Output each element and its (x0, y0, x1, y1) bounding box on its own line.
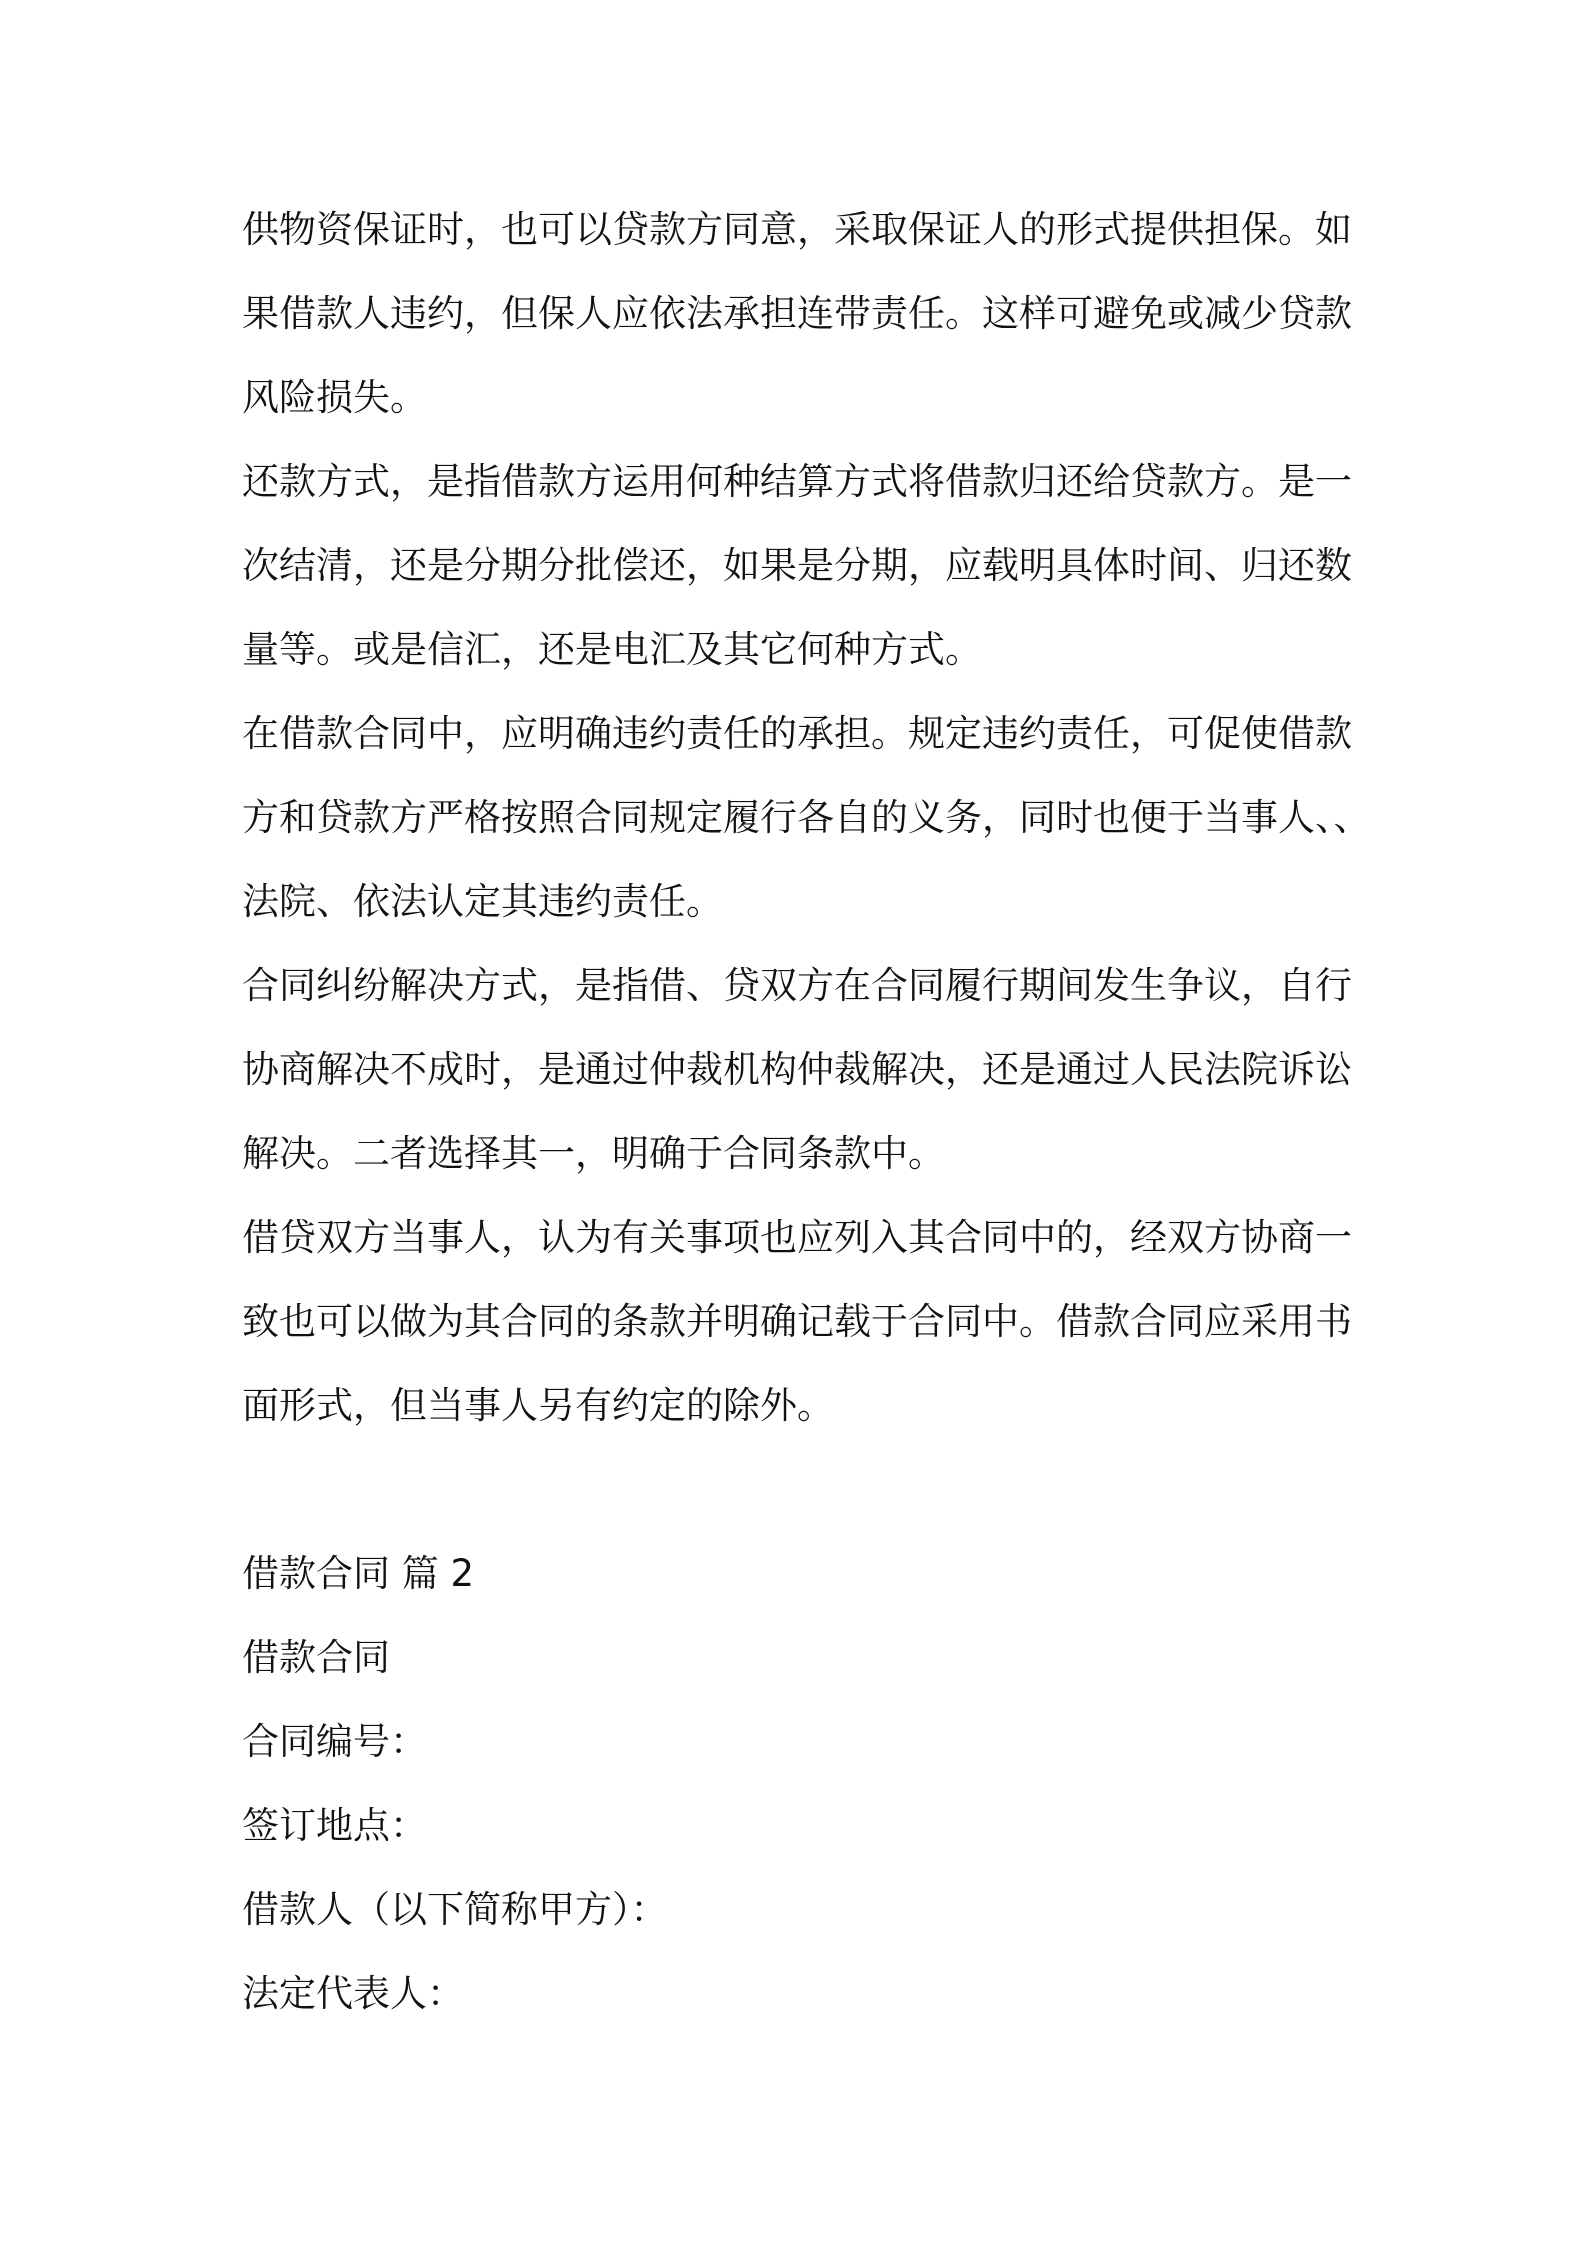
signing-place-label: 签订地点： (242, 1804, 427, 1847)
paragraph-guarantee (242, 200, 1362, 452)
text-line: 致也可以做为其合同的条款并明确记载于合同中。借款合同应采用书 (242, 1300, 1352, 1343)
text-line: 次结清，还是分期分批偿还，如果是分期，应载明具体时间、归还数 (242, 544, 1352, 587)
text-line: 供物资保证时，也可以贷款方同意，采取保证人的形式提供担保。如 (242, 208, 1352, 251)
paragraph-dispute-resolution (242, 956, 1362, 1208)
text-line: 量等。或是信汇，还是电汇及其它何种方式。 (242, 628, 982, 671)
text-line: 协商解决不成时，是通过仲裁机构仲裁解决，还是通过人民法院诉讼 (242, 1048, 1352, 1091)
text-line: 面形式，但当事人另有约定的除外。 (242, 1384, 834, 1427)
section-heading: 借款合同 篇 2 (242, 1552, 475, 1595)
paragraph-other-terms (242, 1208, 1362, 1460)
section-spacer (242, 1460, 1362, 1544)
text-line: 在借款合同中，应明确违约责任的承担。规定违约责任，可促使借款 (242, 712, 1352, 755)
paragraph-breach-liability (242, 704, 1371, 956)
paragraph-repayment-method (242, 452, 1362, 704)
text-line: 借贷双方当事人，认为有关事项也应列入其合同中的，经双方协商一 (242, 1216, 1352, 1259)
contract-title: 借款合同 (242, 1636, 390, 1679)
text-line: 法院、依法认定其违约责任。 (242, 880, 723, 923)
text-line: 方和贷款方严格按照合同规定履行各自的义务，同时也便于当事人、、 (242, 796, 1371, 839)
document-body (242, 200, 1371, 2048)
text-line: 还款方式，是指借款方运用何种结算方式将借款归还给贷款方。是一 (242, 460, 1352, 503)
text-line: 风险损失。 (242, 376, 427, 419)
legal-representative-label: 法定代表人： (242, 1972, 464, 2015)
contract-number-label: 合同编号： (242, 1720, 427, 1763)
text-line: 果借款人违约，但保人应依法承担连带责任。这样可避免或减少贷款 (242, 292, 1352, 335)
text-line: 合同纠纷解决方式，是指借、贷双方在合同履行期间发生争议，自行 (242, 964, 1352, 1007)
borrower-label: 借款人（以下简称甲方）： (242, 1888, 668, 1931)
text-line: 解决。二者选择其一，明确于合同条款中。 (242, 1132, 945, 1175)
